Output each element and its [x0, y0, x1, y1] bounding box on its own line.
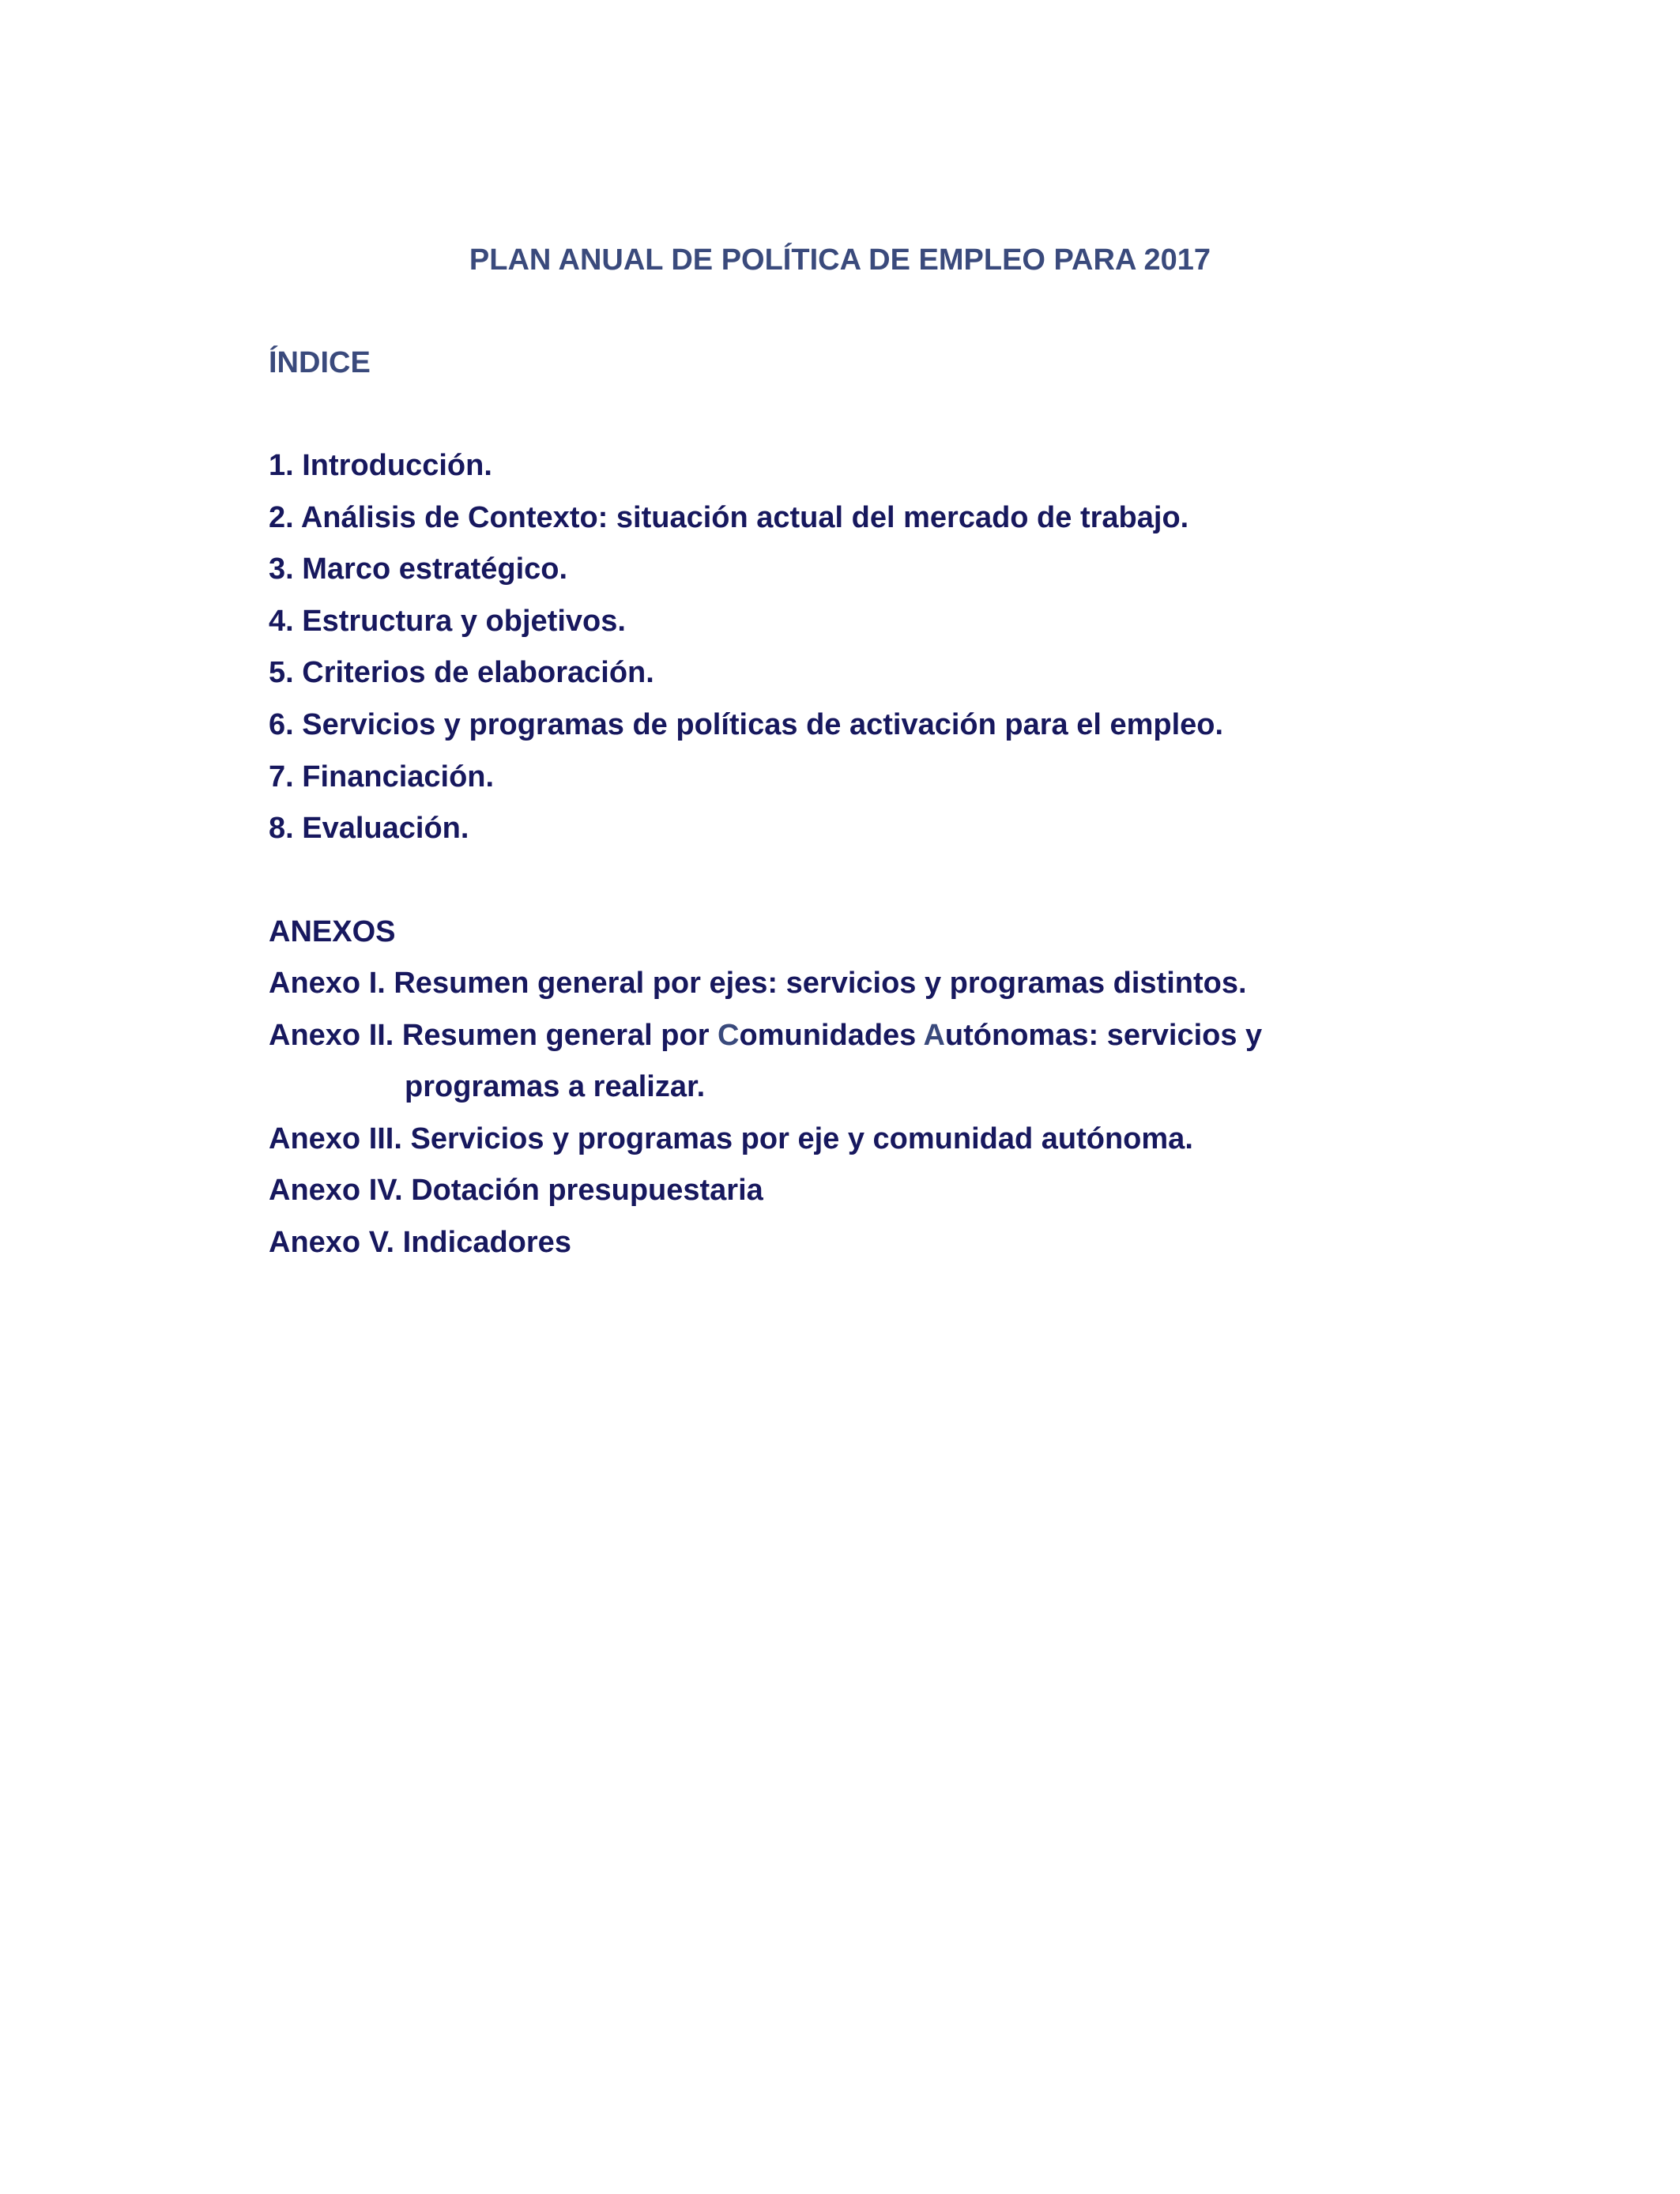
- annex-2-continuation: programas a realizar.: [405, 1070, 706, 1104]
- toc-item-6: 6. Servicios y programas de políticas de activación para el empleo.: [269, 707, 1224, 741]
- toc-item-7: 7. Financiación.: [269, 760, 495, 794]
- annex-item-3: Anexo III. Servicios y programas por eje y comunidad autónoma.: [269, 1122, 1193, 1155]
- toc-item-3: 3. Marco estratégico.: [269, 552, 568, 586]
- annex-2-accent-a: A: [923, 1018, 945, 1052]
- toc-item-5: 5. Criterios de elaboración.: [269, 656, 654, 690]
- annex-item-1: Anexo I. Resumen general por ejes: servicios y programas distintos.: [269, 967, 1247, 1000]
- annex-item-2: [269, 1017, 1262, 1121]
- table-of-contents: [269, 447, 1223, 862]
- annexes-heading: ANEXOS: [269, 915, 396, 948]
- toc-item-2: 2. Análisis de Contexto: situación actual del mercado de trabajo.: [269, 500, 1189, 534]
- index-heading: ÍNDICE: [269, 346, 371, 379]
- annex-item-5: Anexo V. Indicadores: [269, 1225, 571, 1259]
- annex-list: [269, 965, 1262, 1276]
- toc-item-4: 4. Estructura y objetivos.: [269, 604, 626, 638]
- annex-2-text-part3: utónomas: servicios y: [944, 1018, 1263, 1052]
- toc-item-8: 8. Evaluación.: [269, 812, 469, 846]
- annex-2-text-part1: Anexo II. Resumen general por: [269, 1018, 718, 1052]
- toc-item-1: 1. Introducción.: [269, 449, 492, 482]
- annex-2-accent-c: C: [718, 1018, 740, 1052]
- annex-item-4: Anexo IV. Dotación presupuestaria: [269, 1174, 763, 1208]
- annex-2-text-part2: omunidades: [739, 1018, 924, 1052]
- document-title: PLAN ANUAL DE POLÍTICA DE EMPLEO PARA 2017: [469, 243, 1211, 277]
